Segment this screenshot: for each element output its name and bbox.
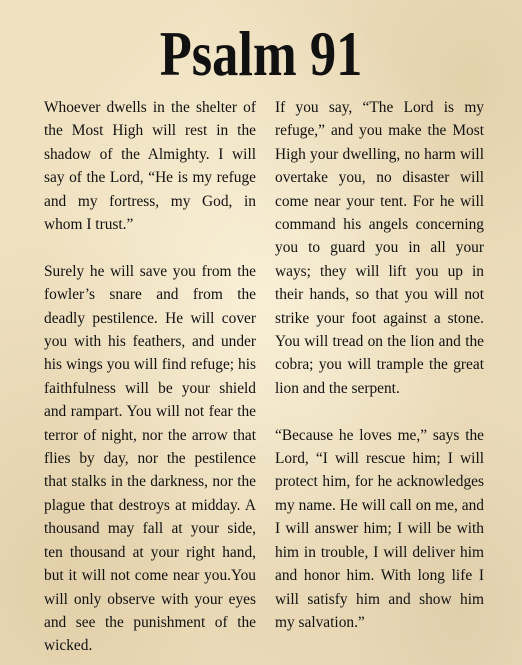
left-text-column xyxy=(44,96,256,658)
paragraph-lord-is-my-refuge: If you say, “The Lord is my refuge,” and you make the Most High your dwelling, no harm will overtake you, no disaster will come near your tent. For he will command his angels concerning you to guard you in all your ways; they will lift you up in their hands, so that you will not strike your foot against a stone. You will tread on the lion and the cobra; you will trample the great lion and the serpent. xyxy=(275,99,484,397)
paragraph-because-he-loves-me: “Because he loves me,” says the Lord, “I will rescue him; I will protect him, for he acknowledges my name. He will call on me, and I will answer him; I will be with him in trouble, I will deliver him and honor him. With long life I will satisfy him and show him my salvation.” xyxy=(275,426,484,631)
page-title: Psalm 91 xyxy=(159,18,363,89)
paragraph-fowlers-snare: Surely he will save you from the fowler’s snare and from the deadly pestilence. He will cover you with his feathers, and under his wings you will find refuge; his faithfulness will be your shield and rampart. You will not fear the terror of night, nor the arrow that flies by day, nor the pestilence that stalks in the darkness, nor the plague that destroys at midday. A thousand may fall at your side, ten thousand at your right hand, but it will not come near you.You will only observe with your eyes and see the punishment of the wicked. xyxy=(44,262,256,655)
right-text-column xyxy=(275,96,484,634)
paragraph-shelter: Whoever dwells in the shelter of the Most High will rest in the shadow of the Almighty. I will say of the Lord, “He is my refuge and my fortress, my God, in whom I trust.” xyxy=(44,99,256,234)
